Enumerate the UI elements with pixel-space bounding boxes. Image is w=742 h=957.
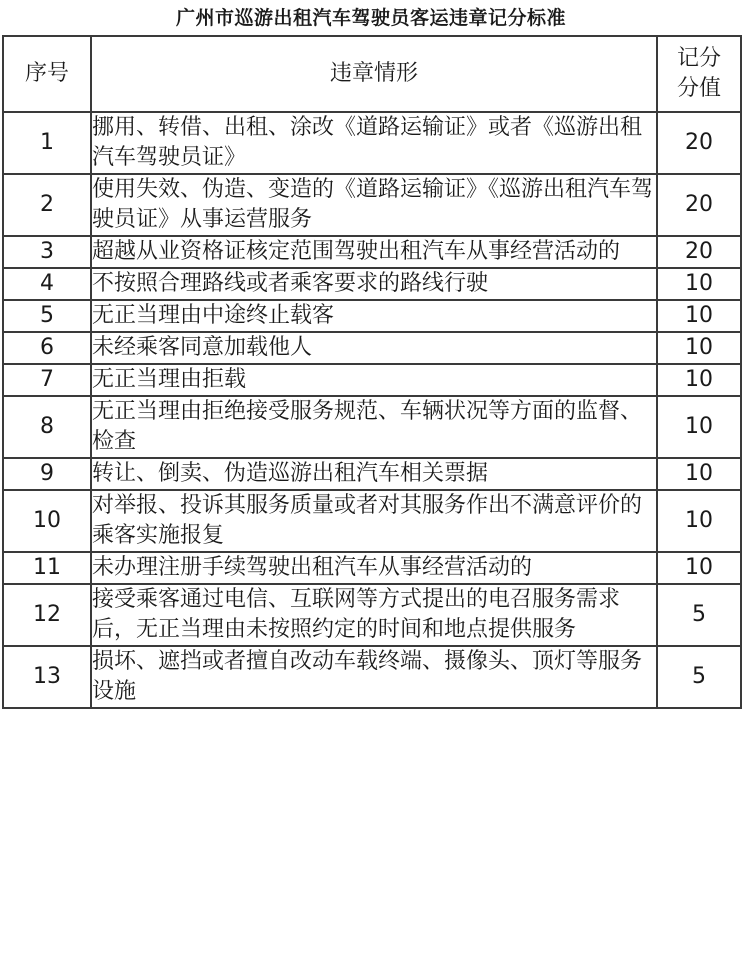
row-score-value: 5: [657, 584, 741, 646]
row-violation-description: 未办理注册手续驾驶出租汽车从事经营活动的: [91, 552, 657, 584]
table-row: [3, 300, 741, 332]
row-violation-description: 无正当理由拒载: [91, 364, 657, 396]
table-row: [3, 584, 741, 646]
row-violation-description: 对举报、投诉其服务质量或者对其服务作出不满意评价的乘客实施报复: [91, 490, 657, 552]
table-row: [3, 174, 741, 236]
row-serial-number: 5: [3, 300, 91, 332]
header-serial-number: 序号: [3, 36, 91, 112]
table-row: [3, 552, 741, 584]
table-row: [3, 646, 741, 708]
row-score-value: 20: [657, 174, 741, 236]
header-score-line2: 分值: [676, 76, 721, 101]
row-violation-description: 未经乘客同意加载他人: [91, 332, 657, 364]
row-violation-description: 无正当理由中途终止载客: [91, 300, 657, 332]
table-header-row: [3, 36, 741, 112]
row-serial-number: 9: [3, 458, 91, 490]
page-title: 广州市巡游出租汽车驾驶员客运违章记分标准: [175, 7, 566, 29]
table-row: [3, 332, 741, 364]
row-serial-number: 13: [3, 646, 91, 708]
table-row: [3, 458, 741, 490]
row-serial-number: 6: [3, 332, 91, 364]
row-violation-description: 无正当理由拒绝接受服务规范、车辆状况等方面的监督、检查: [91, 396, 657, 458]
row-violation-description: 使用失效、伪造、变造的《道路运输证》《巡游出租汽车驾驶员证》从事运营服务: [91, 174, 657, 236]
table-row: [3, 490, 741, 552]
scoring-standards-table: [2, 35, 742, 709]
row-serial-number: 2: [3, 174, 91, 236]
row-score-value: 10: [657, 458, 741, 490]
header-violation: 违章情形: [91, 36, 657, 112]
header-score: [657, 36, 741, 112]
row-violation-description: 接受乘客通过电信、互联网等方式提出的电召服务需求后，无正当理由未按照约定的时间和地点提供服务: [91, 584, 657, 646]
row-violation-description: 不按照合理路线或者乘客要求的路线行驶: [91, 268, 657, 300]
row-score-value: 10: [657, 396, 741, 458]
row-violation-description: 挪用、转借、出租、涂改《道路运输证》或者《巡游出租汽车驾驶员证》: [91, 112, 657, 174]
row-serial-number: 10: [3, 490, 91, 552]
row-score-value: 10: [657, 268, 741, 300]
row-score-value: 10: [657, 300, 741, 332]
row-serial-number: 4: [3, 268, 91, 300]
table-row: [3, 268, 741, 300]
row-score-value: 20: [657, 236, 741, 268]
row-serial-number: 8: [3, 396, 91, 458]
row-score-value: 10: [657, 552, 741, 584]
row-violation-description: 转让、倒卖、伪造巡游出租汽车相关票据: [91, 458, 657, 490]
row-serial-number: 1: [3, 112, 91, 174]
table-row: [3, 112, 741, 174]
row-score-value: 5: [657, 646, 741, 708]
table-row: [3, 396, 741, 458]
table-row: [3, 236, 741, 268]
table-row: [3, 364, 741, 396]
row-violation-description: 超越从业资格证核定范围驾驶出租汽车从事经营活动的: [91, 236, 657, 268]
row-serial-number: 12: [3, 584, 91, 646]
row-score-value: 10: [657, 364, 741, 396]
table-body: [3, 112, 741, 708]
row-serial-number: 3: [3, 236, 91, 268]
row-serial-number: 11: [3, 552, 91, 584]
row-serial-number: 7: [3, 364, 91, 396]
row-score-value: 10: [657, 332, 741, 364]
header-score-line1: 记分: [676, 46, 721, 71]
row-score-value: 20: [657, 112, 741, 174]
row-score-value: 10: [657, 490, 741, 552]
row-violation-description: 损坏、遮挡或者擅自改动车载终端、摄像头、顶灯等服务设施: [91, 646, 657, 708]
